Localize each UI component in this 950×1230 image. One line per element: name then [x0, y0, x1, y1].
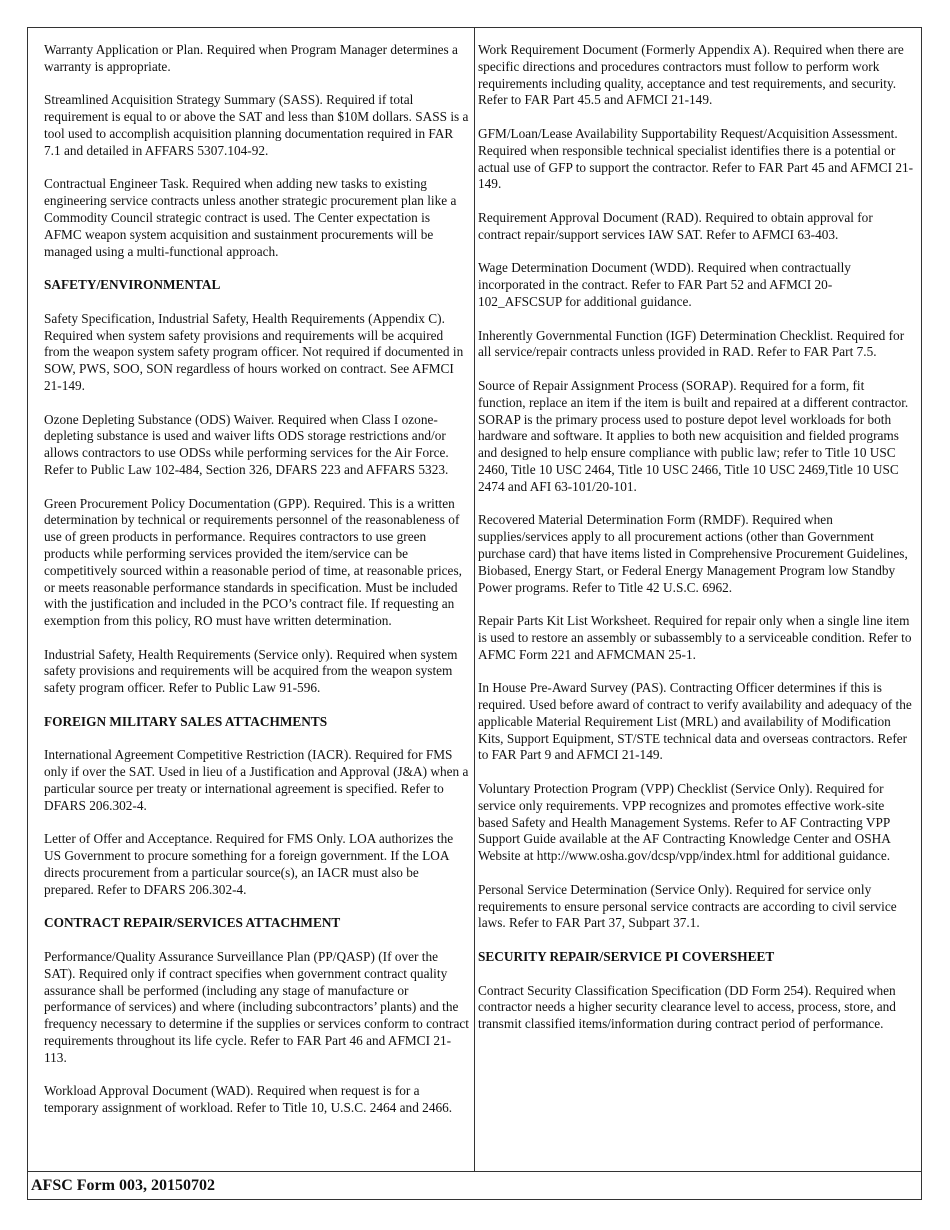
paragraph-sass: Streamlined Acquisition Strategy Summary (SASS). Required if total requirement is equal to or above the SAT and less than $10M dollars. SASS is a tool used to accomplish acquisition planning documentation required in FAR 7.1 and detailed in AFFARS 5307.104-92.	[44, 92, 469, 158]
paragraph-safety-specification: Safety Specification, Industrial Safety, Health Requirements (Appendix C). Required when system safety provisions and requirements will be acquired from the weapon system safety program officer. Not required if documented in SOW, PWS, SOO, SON regardless of hours worked on contract. See AFMCI 21-149.	[44, 310, 464, 393]
form-frame	[27, 27, 922, 1200]
paragraph-sorap: Source of Repair Assignment Process (SORAP). Required for a form, fit function, replace an item if the item is built and repaired at a different contractor. SORAP is the primary process used to posture depot level workloads for both hardware and software. It applies to both new acquisition and fielded programs and designed to help ensure compliance with public law; refer to Title 10 USC 2460, Title 10 USC 2464, Title 10 USC 2466, Title 10 USC 2469,Title 10 USC 2474 and AFI 63-101/20-101.	[478, 377, 909, 494]
section-heading-fms-attachments: FOREIGN MILITARY SALES ATTACHMENTS	[44, 713, 328, 729]
section-heading-security-coversheet: SECURITY REPAIR/SERVICE PI COVERSHEET	[478, 949, 775, 965]
paragraph-work-requirement-document: Work Requirement Document (Formerly Appendix A). Required when there are specific directions and procedures contractors must follow to perform work requirements including quality, acceptance and test requirements, and security. Refer to FAR Part 45.5 and AFMCI 21-149.	[478, 42, 904, 108]
paragraph-gfm-loan-lease: GFM/Loan/Lease Availability Supportability Request/Acquisition Assessment. Required when responsible technical specialist identifies there is a potential or actual use of GFP to support the contractor. Refer to FAR Part 45 and AFMCI 21-149.	[478, 125, 914, 192]
section-heading-safety-environmental: SAFETY/ENVIRONMENTAL	[44, 277, 221, 293]
paragraph-rad: Requirement Approval Document (RAD). Required to obtain approval for contract repair/support services IAW SAT. Refer to AFMCI 63-403.	[478, 209, 873, 242]
section-heading-contract-repair-services: CONTRACT REPAIR/SERVICES ATTACHMENT	[44, 915, 341, 931]
paragraph-iacr: International Agreement Competitive Restriction (IACR). Required for FMS only if over the SAT. Used in lieu of a Justification and Approval (J&A) when a particular source per treaty or international agreement is specified. Refer to DFARS 206.302-4.	[44, 747, 469, 813]
paragraph-ods-waiver: Ozone Depleting Substance (ODS) Waiver. Required when Class I ozone-depleting substance is used and waiver lifts ODS storage restrictions and/or allows contractors to use ODSs while performing services for the Air Force. Refer to Public Law 102-484, Section 326, DFARS 223 and AFFARS 5323.	[44, 411, 449, 477]
paragraph-wdd: Wage Determination Document (WDD). Required when contractually incorporated in the contract. Refer to FAR Part 52 and AFMCI 20-102_AFSCSUP for additional guidance.	[478, 260, 851, 309]
paragraph-contractual-engineer-task: Contractual Engineer Task. Required when adding new tasks to existing engineering service contracts unless another strategic procurement plan like a Commodity Council strategic contract is used. The Center expectation is AFMC weapon system acquisition and sustainment procurements will be managed using a multi-functional approach.	[44, 176, 457, 259]
paragraph-vpp-checklist: Voluntary Protection Program (VPP) Checklist (Service Only). Required for service only requirements. VPP recognizes and promotes effective work-site based Safety and Health Management Systems. Refer to AF Contracting VPP Support Guide available at the AF Contracting Knowledge Center and OSHA Website at http://www.osha.gov/dcsp/vpp/index.html for additional guidance.	[478, 781, 891, 864]
paragraph-warranty-plan: Warranty Application or Plan. Required when Program Manager determines a warranty is appropriate.	[44, 42, 458, 74]
paragraph-green-procurement: Green Procurement Policy Documentation (GPP). Required. This is a written determination by technical or requirements personnel of the reasonableness of use of green products in performance. Requires contractors to use green products while performing services provided the item/service can be competitively sourced within a reasonable period of time, at reasonable prices, or meets reasonable performance standards in specification. Must be included with the justification and included in the PCO’s contract file. If requesting an exemption from this policy, RO must have written determination.	[44, 495, 462, 629]
paragraph-personal-service: Personal Service Determination (Service Only). Required for service only requirements to ensure personal service contracts are according to civil service laws. Refer to FAR Part 37, Subpart 37.1.	[478, 881, 897, 931]
paragraph-pre-award-survey: In House Pre-Award Survey (PAS). Contracting Officer determines if this is required. Used before award of contract to verify availability and adequacy of the applicable Material Requirement List (MRL) and availability of Modification Kits, Support Equipment, ST/STE technical data and overseas contractors. Refer to FAR Part 9 and AFMCI 21-149.	[478, 680, 912, 763]
paragraph-wad: Workload Approval Document (WAD). Required when request is for a temporary assignment of workload. Refer to Title 10, U.S.C. 2464 and 2466.	[44, 1083, 453, 1116]
form-footer	[28, 1171, 921, 1199]
paragraph-industrial-safety: Industrial Safety, Health Requirements (Service only). Required when system safety provisions and requirements will be acquired from the weapon system safety program officer. Refer to Public Law 91-596.	[44, 646, 458, 696]
paragraph-dd-form-254: Contract Security Classification Specification (DD Form 254). Required when contractor needs a higher security clearance level to access, process, store, and transmit classified items/information during contract period of performance.	[478, 982, 896, 1032]
right-column	[475, 28, 921, 1171]
paragraph-igf-checklist: Inherently Governmental Function (IGF) Determination Checklist. Required for all service/repair contracts unless provided in RAD. Refer to FAR Part 7.5.	[478, 327, 905, 360]
form-id-label: AFSC Form 003, 20150702	[31, 1177, 215, 1194]
paragraph-qasp: Performance/Quality Assurance Surveillance Plan (PP/QASP) (If over the SAT). Required only if contract specifies when government contract quality assurance shall be performed (including any stage of manufacture or performance of services) and where (including subcontractors’ plants) and the frequency necessary to determine if the supplies or services conform to contract requirements throughout its life cycle. Refer to FAR Part 46 and AFMCI 21-113.	[44, 949, 469, 1065]
paragraph-repair-parts-kit: Repair Parts Kit List Worksheet. Required for repair only when a single line item is used to restore an assembly or subassembly to a serviceable condition. Refer to AFMC Form 221 and AFMCMAN 25-1.	[478, 613, 912, 662]
left-column	[28, 28, 475, 1171]
paragraph-rmdf: Recovered Material Determination Form (RMDF). Required when supplies/services apply to all procurement actions (other than Government purchase card) that have items listed in Comprehensive Procurement Guidelines, Biobased, Energy Start, or Federal Energy Management Program low Standby Power programs. Refer to Title 42 U.S.C. 6962.	[478, 512, 908, 595]
paragraph-loa: Letter of Offer and Acceptance. Required for FMS Only. LOA authorizes the US Government to procure something for a foreign government. If the LOA directs procurement from a particular source(s), an IACR must also be prepared. Refer to DFARS 206.302-4.	[44, 831, 454, 897]
